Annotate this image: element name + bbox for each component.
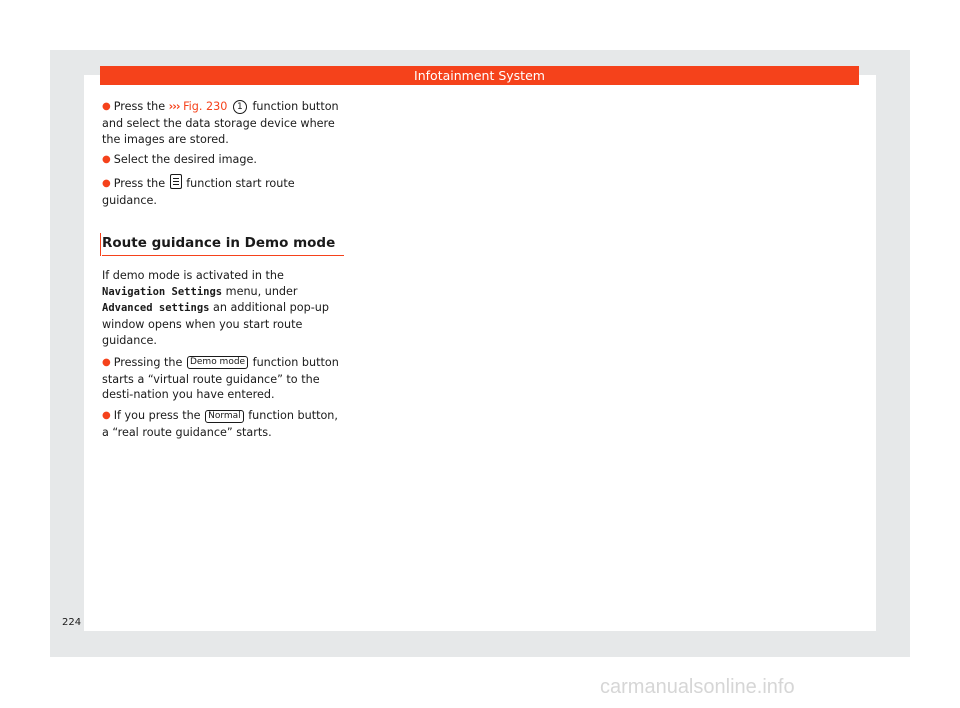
- bullet-text: Press the: [113, 100, 169, 113]
- bullet-text: function start route guidance.: [102, 177, 295, 207]
- normal-button-label: Normal: [205, 410, 244, 423]
- callout-number: 1: [233, 100, 247, 114]
- watermark: carmanualsonline.info: [600, 676, 795, 698]
- main-column: [102, 99, 344, 446]
- para-text: menu, under: [222, 284, 298, 298]
- bullet-icon: ●: [102, 410, 111, 422]
- section-heading: Route guidance in Demo mode: [102, 233, 344, 256]
- bullet-icon: ●: [102, 178, 111, 190]
- para-text: If demo mode is activated in the: [102, 268, 284, 282]
- menu-name: Navigation Settings: [102, 285, 223, 298]
- bullet-text: Pressing the: [113, 355, 186, 369]
- page-number: 224: [62, 617, 82, 628]
- arrows-icon: ›››: [168, 100, 180, 113]
- route-start-button-icon: [170, 174, 182, 189]
- bullet-icon: ●: [102, 101, 111, 112]
- bullet-text: Select the desired image.: [113, 153, 257, 167]
- bullet-text: If you press the: [113, 409, 205, 423]
- bullet-text: function button starts a “virtual route guidance” to the desti-nation you have entered.: [102, 355, 339, 402]
- para-text: an additional pop-up window opens when you start route guidance.: [102, 301, 329, 347]
- submenu-name: Advanced settings: [102, 302, 210, 315]
- intro-paragraph: [102, 268, 344, 349]
- demo-mode-button-label: Demo mode: [187, 356, 248, 369]
- list-item: [102, 174, 344, 209]
- bullet-text: Press the: [113, 177, 169, 191]
- list-item: [102, 99, 344, 147]
- bullet-text: function button, a “real route guidance” starts.: [102, 409, 338, 439]
- list-item: [102, 355, 344, 403]
- list-item: [102, 408, 344, 441]
- bullet-icon: ●: [102, 154, 111, 166]
- chapter-title: Infotainment System: [414, 68, 545, 83]
- list-item: [102, 152, 344, 169]
- figure-reference-link[interactable]: Fig. 230: [183, 100, 228, 113]
- chapter-header: [100, 66, 859, 85]
- bullet-text: function button and select the data storage device where the images are stored.: [102, 100, 339, 146]
- bullet-icon: ●: [102, 356, 111, 368]
